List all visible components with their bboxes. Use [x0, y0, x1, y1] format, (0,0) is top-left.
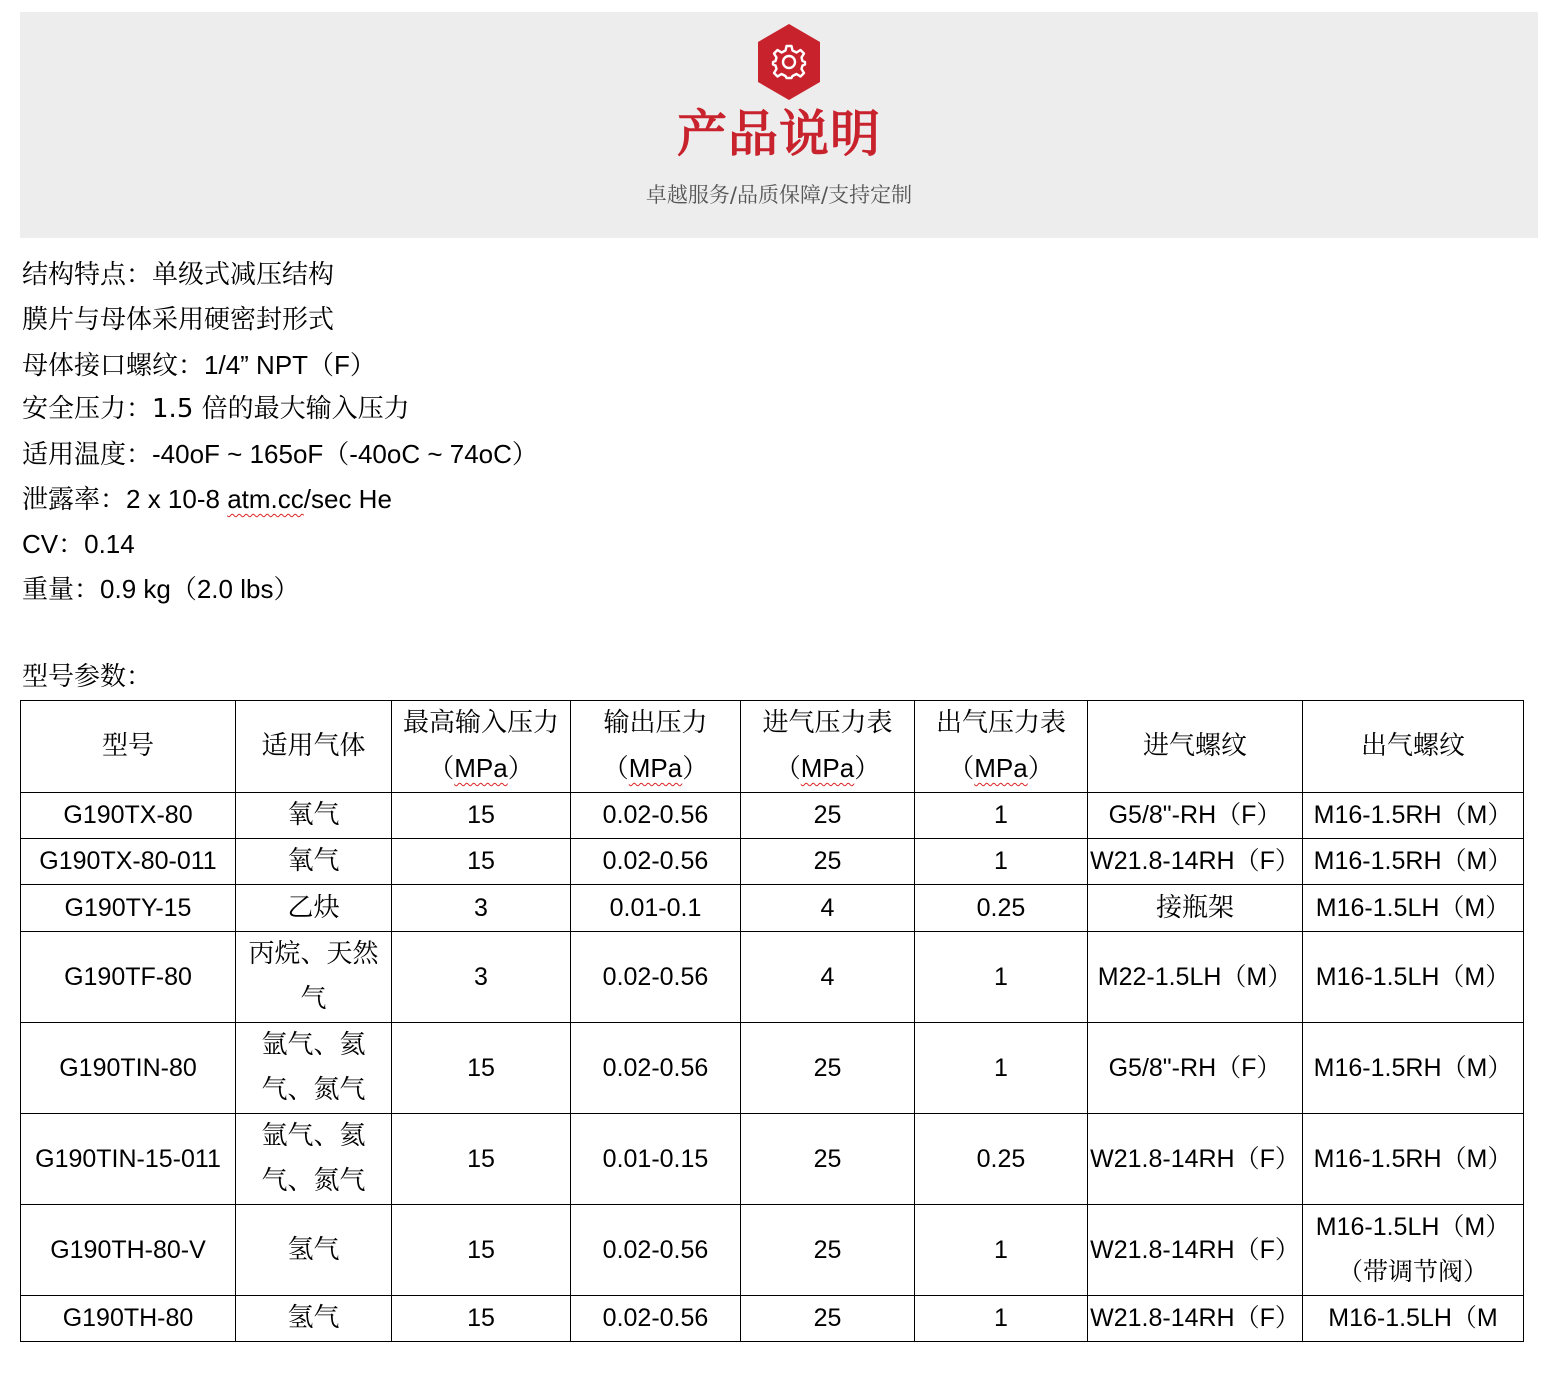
cell-gas: 乙炔	[236, 885, 392, 932]
cell-gas: 氢气	[236, 1296, 392, 1342]
header-text: 出气压力表（	[935, 708, 1066, 784]
table-row	[21, 1114, 1524, 1205]
spec-temperature	[22, 432, 538, 477]
spec-leak-rate	[22, 477, 538, 522]
cell-inlet-gauge: 25	[741, 793, 915, 839]
cell-model: G190TY-15	[21, 885, 236, 932]
cell-model: G190TX-80-011	[21, 839, 236, 885]
cell-inlet-gauge: 25	[741, 1023, 915, 1114]
spec-safety-pressure	[22, 387, 538, 432]
cell-outlet-gauge: 0.25	[915, 885, 1088, 932]
cell-outlet-gauge: 1	[915, 1023, 1088, 1114]
cell-model: G190TH-80	[21, 1296, 236, 1342]
cell-inlet-thread: M22-1.5LH（M）	[1088, 932, 1303, 1023]
cell-outlet-gauge: 1	[915, 1296, 1088, 1342]
cell-max-input: 3	[392, 932, 571, 1023]
header-paren: ）	[854, 754, 881, 784]
cell-outlet-thread: M16-1.5LH（M）	[1303, 885, 1524, 932]
cell-outlet-thread: M16-1.5RH（M）	[1303, 793, 1524, 839]
col-header-inlet-gauge	[741, 701, 915, 793]
table-row	[21, 793, 1524, 839]
model-params-table	[20, 700, 1524, 1342]
cell-inlet-gauge: 25	[741, 1114, 915, 1205]
cell-outlet-gauge: 0.25	[915, 1114, 1088, 1205]
spec-value-a: 2 x 10-8	[126, 483, 228, 514]
cell-output: 0.01-0.15	[571, 1114, 741, 1205]
col-header-max-input	[392, 701, 571, 793]
cell-max-input: 3	[392, 885, 571, 932]
header-unit: MPa	[974, 753, 1028, 783]
spec-label: 适用温度：	[22, 440, 153, 471]
col-header-gas: 适用气体	[236, 701, 392, 793]
cell-inlet-thread: G5/8"-RH（F）	[1088, 793, 1303, 839]
col-header-model: 型号	[21, 701, 236, 793]
col-header-outlet-gauge	[915, 701, 1088, 793]
spec-value: 0.9 kg（2.0 lbs）	[100, 573, 300, 604]
cell-model: G190TF-80	[21, 932, 236, 1023]
banner-title: 产品说明	[677, 105, 881, 163]
cell-outlet-gauge: 1	[915, 1205, 1088, 1296]
cell-inlet-thread: W21.8-14RH（F）	[1088, 1114, 1303, 1205]
header-unit: MPa	[800, 753, 855, 783]
spec-label: 结构特点：	[22, 260, 153, 290]
cell-model: G190TIN-15-011	[21, 1114, 236, 1205]
banner-subtitle: 卓越服务/品质保障/支持定制	[645, 183, 913, 207]
cell-max-input: 15	[392, 1023, 571, 1114]
spec-weight	[22, 567, 538, 612]
spec-label: 膜片与母体采用硬密封形式	[22, 304, 335, 335]
cell-output: 0.02-0.56	[571, 1205, 741, 1296]
header-paren: ）	[682, 754, 709, 784]
cell-outlet-gauge: 1	[915, 932, 1088, 1023]
cell-outlet-gauge: 1	[915, 839, 1088, 885]
col-header-outlet-thread: 出气螺纹	[1303, 701, 1524, 793]
cell-max-input: 15	[392, 793, 571, 839]
cell-inlet-thread: W21.8-14RH（F）	[1088, 1205, 1303, 1296]
spec-label: 母体接口螺纹：	[22, 350, 205, 381]
cell-output: 0.02-0.56	[571, 932, 741, 1023]
cell-outlet-gauge: 1	[915, 793, 1088, 839]
cell-model: G190TH-80-V	[21, 1205, 236, 1296]
spec-label: CV：	[22, 528, 85, 559]
cell-outlet-thread: M16-1.5RH（M）	[1303, 839, 1524, 885]
cell-inlet-gauge: 25	[741, 1205, 915, 1296]
table-header-row	[21, 701, 1524, 793]
cell-output: 0.02-0.56	[571, 793, 741, 839]
cell-gas: 氧气	[236, 793, 392, 839]
cell-outlet-thread: M16-1.5LH（M）	[1303, 932, 1524, 1023]
cell-inlet-thread: 接瓶架	[1088, 885, 1303, 932]
cell-inlet-gauge: 25	[741, 1296, 915, 1342]
table-row	[21, 839, 1524, 885]
cell-outlet-thread: M16-1.5LH（M	[1303, 1296, 1524, 1342]
table-row	[21, 885, 1524, 932]
spec-value: 0.14	[84, 528, 135, 559]
spec-seal	[22, 298, 538, 343]
header-text: 进气压力表（	[762, 708, 893, 784]
cell-inlet-gauge: 4	[741, 932, 915, 1023]
model-params-heading: 型号参数：	[22, 662, 153, 692]
header-text: 输出压力（	[602, 708, 708, 784]
spec-port-thread	[22, 343, 538, 388]
cell-outlet-thread: M16-1.5RH（M）	[1303, 1114, 1524, 1205]
cell-inlet-thread: W21.8-14RH（F）	[1088, 839, 1303, 885]
cell-model: G190TX-80	[21, 793, 236, 839]
cell-max-input: 15	[392, 1205, 571, 1296]
cell-inlet-gauge: 25	[741, 839, 915, 885]
spec-label: 泄露率：	[22, 484, 127, 515]
spec-label: 安全压力：	[22, 394, 153, 425]
cell-gas: 氢气	[236, 1205, 392, 1296]
cell-output: 0.02-0.56	[571, 839, 741, 885]
table-row	[21, 1205, 1524, 1296]
header-paren: ）	[507, 754, 534, 784]
product-banner	[20, 12, 1538, 238]
cell-max-input: 15	[392, 1114, 571, 1205]
spec-value-c: /sec He	[303, 483, 392, 514]
cell-output: 0.02-0.56	[571, 1023, 741, 1114]
header-unit: MPa	[454, 753, 508, 783]
header-paren: ）	[1027, 754, 1054, 784]
cell-output: 0.01-0.1	[571, 885, 741, 932]
header-unit: MPa	[628, 753, 683, 783]
spec-value-b: atm.cc	[227, 483, 304, 514]
cell-gas: 氩气、氦气、氮气	[236, 1023, 392, 1114]
cell-max-input: 15	[392, 839, 571, 885]
gear-icon	[756, 22, 822, 102]
cell-outlet-thread: M16-1.5LH（M）（带调节阀）	[1303, 1205, 1524, 1296]
col-header-inlet-thread: 进气螺纹	[1088, 701, 1303, 793]
spec-list	[22, 253, 538, 611]
spec-cv	[22, 522, 538, 567]
cell-model: G190TIN-80	[21, 1023, 236, 1114]
cell-output: 0.02-0.56	[571, 1296, 741, 1342]
table-row	[21, 1023, 1524, 1114]
cell-gas: 氧气	[236, 839, 392, 885]
cell-inlet-thread: W21.8-14RH（F）	[1088, 1296, 1303, 1342]
cell-outlet-thread: M16-1.5RH（M）	[1303, 1023, 1524, 1114]
spec-value: 1.5 倍的最大输入压力	[152, 394, 410, 425]
spec-structure	[22, 253, 538, 298]
header-text: 最高输入压力（	[402, 708, 559, 784]
spec-value: -40oF ~ 165oF（-40oC ~ 74oC）	[152, 439, 538, 470]
spec-value: 单级式减压结构	[152, 260, 335, 290]
cell-inlet-thread: G5/8"-RH（F）	[1088, 1023, 1303, 1114]
table-row	[21, 932, 1524, 1023]
spec-value: 1/4” NPT（F）	[204, 349, 376, 380]
cell-gas: 丙烷、天然气	[236, 932, 392, 1023]
col-header-output	[571, 701, 741, 793]
cell-gas: 氩气、氦气、氮气	[236, 1114, 392, 1205]
table-row	[21, 1296, 1524, 1342]
cell-max-input: 15	[392, 1296, 571, 1342]
cell-inlet-gauge: 4	[741, 885, 915, 932]
spec-label: 重量：	[22, 574, 101, 605]
